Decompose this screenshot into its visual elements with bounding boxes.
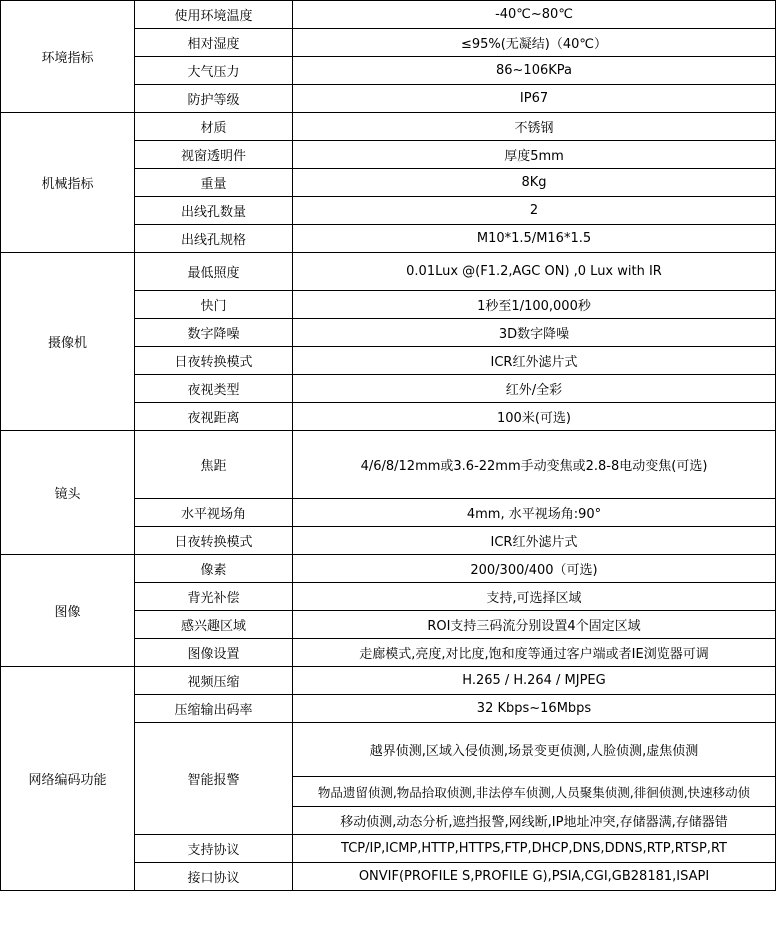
param-label: 日夜转换模式	[135, 347, 293, 375]
param-value: 2	[293, 197, 776, 225]
section-title-image: 图像	[1, 555, 135, 667]
param-label: 接口协议	[135, 863, 293, 891]
table-row	[1, 1, 776, 29]
section-title-network: 网络编码功能	[1, 667, 135, 891]
param-value: 4mm, 水平视场角:90°	[293, 499, 776, 527]
section-title-mech: 机械指标	[1, 113, 135, 253]
param-value: 走廊模式,亮度,对比度,饱和度等通过客户端或者IE浏览器可调	[293, 639, 776, 667]
param-value: 厚度5mm	[293, 141, 776, 169]
param-label: 使用环境温度	[135, 1, 293, 29]
param-label: 出线孔规格	[135, 225, 293, 253]
param-label: 大气压力	[135, 57, 293, 85]
param-value: -40℃~80℃	[293, 1, 776, 29]
param-value: 100米(可选)	[293, 403, 776, 431]
param-label: 快门	[135, 291, 293, 319]
param-value: 3D数字降噪	[293, 319, 776, 347]
param-label: 日夜转换模式	[135, 527, 293, 555]
param-value: 8Kg	[293, 169, 776, 197]
param-label: 图像设置	[135, 639, 293, 667]
param-label: 夜视类型	[135, 375, 293, 403]
param-value: ONVIF(PROFILE S,PROFILE G),PSIA,CGI,GB28181,ISAPI	[293, 863, 776, 891]
param-label: 视窗透明件	[135, 141, 293, 169]
param-value: 物品遗留侦测,物品拾取侦测,非法停车侦测,人员聚集侦测,徘徊侦测,快速移动侦	[293, 777, 776, 807]
param-value: M10*1.5/M16*1.5	[293, 225, 776, 253]
param-value: 4/6/8/12mm或3.6-22mm手动变焦或2.8-8电动变焦(可选)	[293, 431, 776, 499]
param-value: H.265 / H.264 / MJPEG	[293, 667, 776, 695]
table-row	[1, 667, 776, 695]
param-label: 像素	[135, 555, 293, 583]
param-label: 相对湿度	[135, 29, 293, 57]
param-label: 支持协议	[135, 835, 293, 863]
param-label: 水平视场角	[135, 499, 293, 527]
param-value: 不锈钢	[293, 113, 776, 141]
param-label: 数字降噪	[135, 319, 293, 347]
param-value: IP67	[293, 85, 776, 113]
param-label: 最低照度	[135, 253, 293, 291]
param-value: 支持,可选择区域	[293, 583, 776, 611]
section-title-camera: 摄像机	[1, 253, 135, 431]
param-label: 智能报警	[135, 723, 293, 835]
param-value: 红外/全彩	[293, 375, 776, 403]
section-title-lens: 镜头	[1, 431, 135, 555]
param-value: 1秒至1/100,000秒	[293, 291, 776, 319]
param-label: 视频压缩	[135, 667, 293, 695]
param-value: 0.01Lux @(F1.2,AGC ON) ,0 Lux with IR	[293, 253, 776, 291]
table-row	[1, 555, 776, 583]
param-label: 夜视距离	[135, 403, 293, 431]
param-label: 感兴趣区域	[135, 611, 293, 639]
param-label: 焦距	[135, 431, 293, 499]
param-value: 86~106KPa	[293, 57, 776, 85]
param-value: ICR红外滤片式	[293, 347, 776, 375]
section-title-env: 环境指标	[1, 1, 135, 113]
param-value: 200/300/400（可选)	[293, 555, 776, 583]
param-label: 出线孔数量	[135, 197, 293, 225]
param-label: 压缩输出码率	[135, 695, 293, 723]
param-value: TCP/IP,ICMP,HTTP,HTTPS,FTP,DHCP,DNS,DDNS,RTP,RTSP,RT	[293, 835, 776, 863]
param-label: 重量	[135, 169, 293, 197]
param-label: 材质	[135, 113, 293, 141]
param-value: ≤95%(无凝结)（40℃）	[293, 29, 776, 57]
table-row	[1, 113, 776, 141]
table-row	[1, 431, 776, 499]
param-value: 32 Kbps~16Mbps	[293, 695, 776, 723]
param-value: 移动侦测,动态分析,遮挡报警,网线断,IP地址冲突,存储器满,存储器错	[293, 807, 776, 835]
param-value: ROI支持三码流分别设置4个固定区域	[293, 611, 776, 639]
param-label: 防护等级	[135, 85, 293, 113]
param-value: 越界侦测,区域入侵侦测,场景变更侦测,人脸侦测,虚焦侦测	[293, 723, 776, 777]
param-value: ICR红外滤片式	[293, 527, 776, 555]
param-label: 背光补偿	[135, 583, 293, 611]
table-row	[1, 253, 776, 291]
